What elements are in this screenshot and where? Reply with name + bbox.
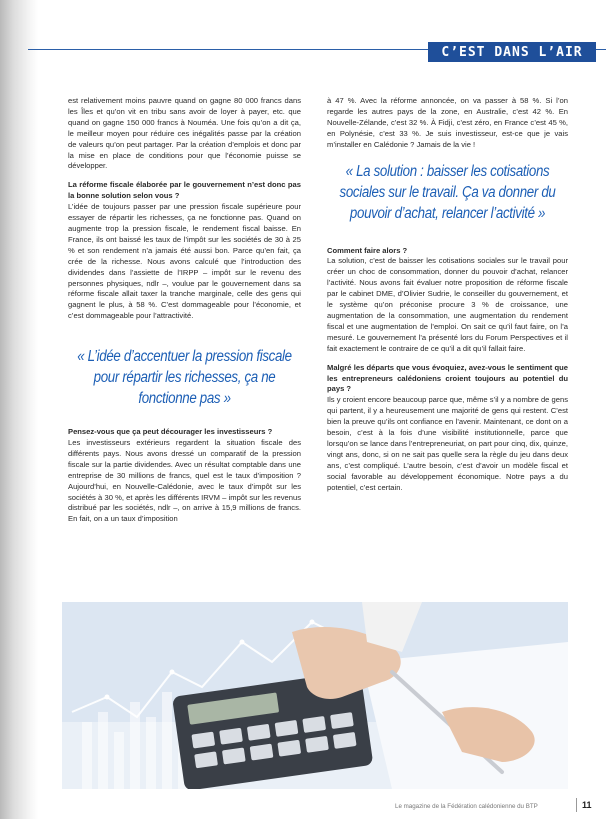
left-column (68, 96, 301, 525)
footer-magazine-title: Le magazine de la Fédération calédonienne du BTP (395, 803, 538, 810)
interview-question: Malgré les départs que vous évoquiez, avez-vous le sentiment que les entrepreneurs calédoniens croient toujours au potentiel du pays ? (327, 362, 568, 394)
right-column (327, 96, 568, 493)
paragraph: Ils y croient encore beaucoup parce que, même s’il y a nombre de gens qui partent, il y a heureusement une majorité de gens qui restent. C’est bien la preuve qu’ils ont confiance en l’avenir. Maintenant, ce dont on a besoin, c’est à la fois d’une visibilité institutionnelle, parce que lorsqu’on se lance dans l’entrepreneuriat, on part pour cinq, dix, quinze, vingt ans, donc, si on ne sait pas quelle sera la règle du jeu dans deux ans, c’est compliqué. L’autre besoin, c’est d’avoir un modèle fiscal et social favorable au développement économique. Notre pays a du potentiel, c’est certain. (327, 395, 568, 492)
paragraph: à 47 %. Avec la réforme annoncée, on va passer à 58 %. Si l’on regarde les autres pays de la zone, en Australie, c’est 42 %. En Nouvelle-Zélande, c’est 32 %. À Fidji, c’est zéro, en France c’est 45 %, en Polynésie, c’est 33 %. Je suis investisseur, est-ce que je vais m’installer en Calédonie ? Jamais de la vie ! (327, 96, 568, 149)
paragraph: Les investisseurs extérieurs regardent la situation fiscale des différents pays. Nous avons dressé un comparatif de la pression fiscale sur la partie dividendes. Avec un résultat comptable dans une entreprise de 30 millions de francs, quel est le taux d’imposition ? Aujourd’hui, en Nouvelle-Calédonie, avec le taux d’impôt sur les sociétés à 30 %, et après les différents IRVM – impôt sur les revenus distribué par les sociétés, ndlr –, on arrive à 15,9 millions de francs. En fait, on a un taux d’imposition (68, 438, 301, 524)
paragraph: est relativement moins pauvre quand on gagne 80 000 francs dans les Îles et qu’on vit en tribu sans avoir de loyer à payer, etc. que quand on gagne 150 000 francs à Nouméa. Une fois qu’on a dit ça, le meilleur moyen pour réduire ces inégalités passe par la création de valeurs qu’on peut partager. Par la création d’emplois et donc par la mise en place de conditions pour que l’économie puisse se développer. (68, 96, 301, 171)
interview-question: Comment faire alors ? (327, 245, 408, 255)
paragraph: La solution, c’est de baisser les cotisations sociales sur le travail pour créer un choc de consommation, donner du pouvoir d’achat, relancer l’activité. Nous avons fait évaluer notre proposition de réforme fiscale par le cabinet DME, d’Olivier Sudrie, le conseiller du gouvernement, et le système qu’on préconise procure 3 % de croissance, une augmentation de la consommation, une augmentation du rendement fiscal et une augmentation de l’emploi. On sait ce qu’il faut faire, on l’a mesuré. Le gouvernement l’a présenté lors du Forum Perspectives et il fait exactement le contraire de ce qu’il a dit qu’il fallait faire. (327, 256, 568, 353)
photo-illustration (62, 602, 568, 789)
page-number: 11 (582, 800, 592, 810)
section-banner: C’EST DANS L’AIR (428, 42, 596, 62)
paragraph: L’idée de toujours passer par une pression fiscale supérieure pour essayer de répartir les richesses, ça ne fonctionne pas. Quand on augmente trop la pression fiscale, le rendement fiscal baisse. En France, ils ont baissé les taux de l’impôt sur les sociétés de 30 à 25 % et son rendement n’a jamais été aussi bon. Parce qu’en fait, ça crée de la richesse. Nous avons calculé que l’introduction des dividendes dans l’assiette de l’IRPP – impôt sur le revenu des personnes physiques, ndlr –, voulue par le gouvernement dans sa réforme fiscale allait taxer la tranche marginale, celle des gens qui gagnent le plus, à 58 %. C’est dommageable pour l’économie, et c’est dommageable pour l’attractivité. (68, 202, 301, 321)
page-fold-shadow (0, 0, 38, 819)
pull-quote: « L’idée d’accentuer la pression fiscale pour répartir les richesses, ça ne fonctionne pas » (77, 348, 292, 408)
interview-question: Pensez-vous que ça peut décourager les investisseurs ? (68, 427, 273, 437)
calculator-hands-photo (62, 602, 568, 789)
footer-divider (576, 798, 577, 812)
interview-question: La réforme fiscale élaborée par le gouvernement n’est donc pas la bonne solution selon vous ? (68, 180, 301, 201)
pull-quote: « La solution : baisser les cotisations sociales sur le travail. Ça va donner du pouvoir d’achat, relancer l’activité » (339, 162, 556, 222)
